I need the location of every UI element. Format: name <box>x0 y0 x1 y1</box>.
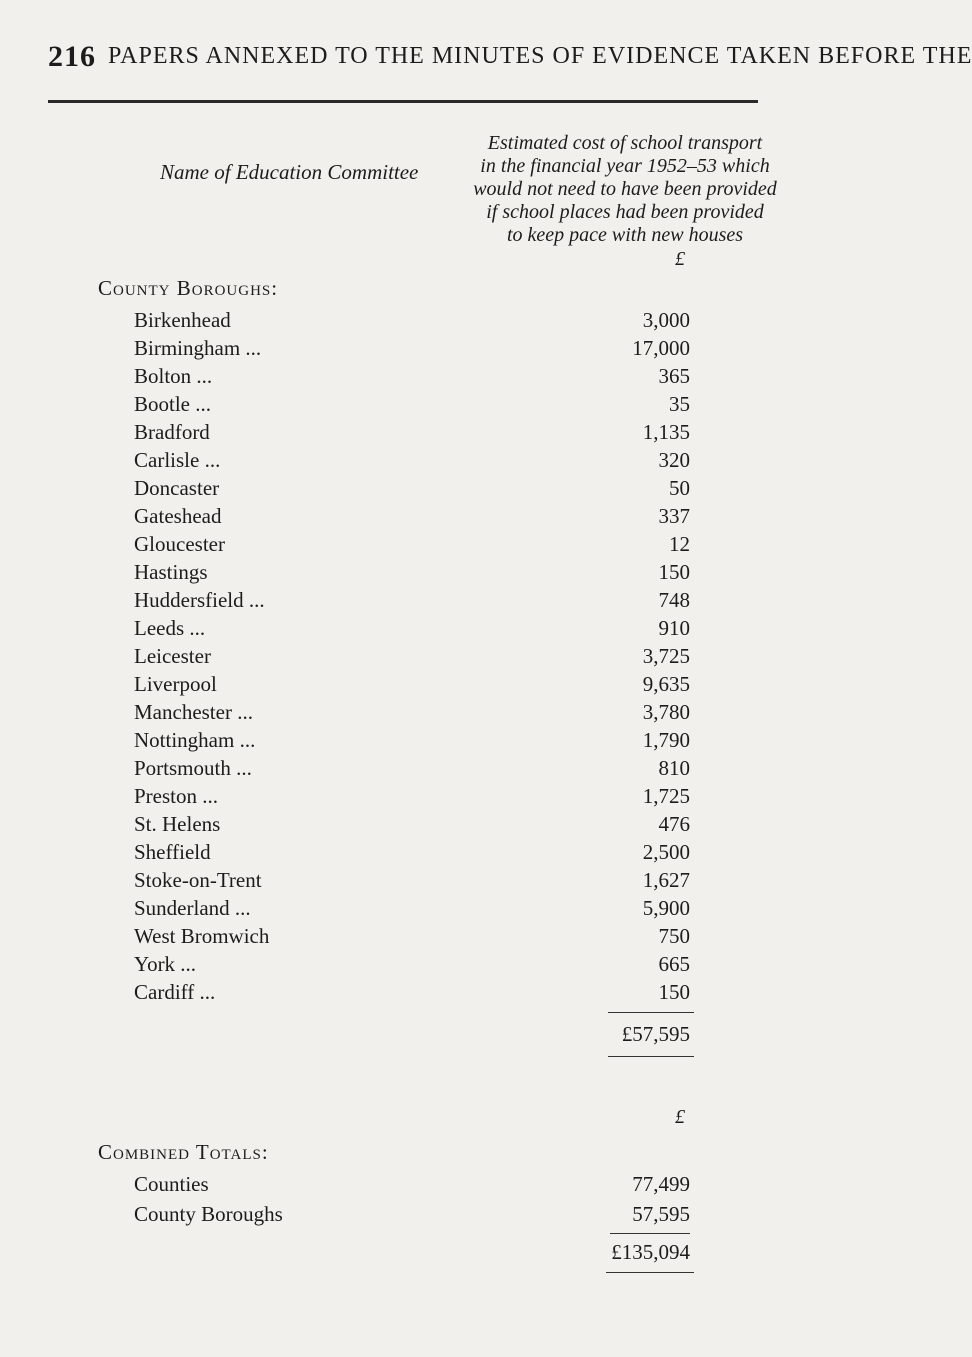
table-row <box>0 476 800 504</box>
currency-symbol: £ <box>675 248 685 270</box>
committee-name: Stoke-on-Trent <box>134 868 262 892</box>
committee-name: Sunderland ... <box>134 896 251 920</box>
combined-value: 57,595 <box>632 1202 690 1226</box>
page-header <box>0 40 972 80</box>
table-row <box>0 560 800 588</box>
county-boroughs-heading: County Boroughs: <box>98 276 279 300</box>
committee-name: Birmingham ... <box>134 336 262 360</box>
table-row <box>0 924 800 952</box>
cost-value: 1,790 <box>642 728 690 752</box>
cost-value: 320 <box>658 448 690 472</box>
table-row <box>0 756 800 784</box>
table-row <box>0 784 800 812</box>
cost-value: 365 <box>658 364 690 388</box>
cost-value: 12 <box>669 532 690 556</box>
table-row <box>0 840 800 868</box>
cost-value: 3,780 <box>642 700 690 724</box>
cost-value: 2,500 <box>642 840 690 864</box>
committee-name: Bootle ... <box>134 392 211 416</box>
cost-value: 476 <box>658 812 690 836</box>
table-row <box>0 1172 800 1200</box>
cost-value: 9,635 <box>642 672 690 696</box>
cost-value: 3,000 <box>642 308 690 332</box>
cost-heading-line: if school places had been provided <box>486 201 764 223</box>
committee-name: St. Helens <box>134 812 221 836</box>
table-row <box>0 392 800 420</box>
cost-value: 810 <box>658 756 690 780</box>
table-row <box>0 812 800 840</box>
combined-name: County Boroughs <box>134 1202 283 1226</box>
cost-value: 150 <box>658 980 690 1004</box>
table-row <box>0 532 800 560</box>
cost-value: 35 <box>669 392 690 416</box>
table-row <box>0 504 800 532</box>
committee-name: Birkenhead <box>134 308 231 332</box>
grand-total-rule <box>610 1233 690 1234</box>
combined-name: Counties <box>134 1172 209 1196</box>
table-row <box>0 700 800 728</box>
cost-value: 748 <box>658 588 690 612</box>
cost-value: 1,627 <box>642 868 690 892</box>
table-row <box>0 868 800 896</box>
grand-total: £135,094 <box>611 1240 690 1264</box>
cost-value: 1,725 <box>642 784 690 808</box>
name-column-heading: Name of Education Committee <box>160 160 419 184</box>
cost-value: 50 <box>669 476 690 500</box>
cost-heading-line: Estimated cost of school transport <box>487 132 763 154</box>
committee-name: Bolton ... <box>134 364 213 388</box>
boroughs-total: £57,595 <box>621 1022 690 1046</box>
table-row <box>0 896 800 924</box>
table-row <box>0 588 800 616</box>
table-row <box>0 336 800 364</box>
cost-value: 750 <box>658 924 690 948</box>
cost-value: 1,135 <box>642 420 690 444</box>
table-row <box>0 448 800 476</box>
committee-name: Hastings <box>134 560 208 584</box>
committee-name: Gateshead <box>134 504 222 528</box>
cost-value: 5,900 <box>642 896 690 920</box>
committee-name: Sheffield <box>134 840 211 864</box>
committee-name: Leicester <box>134 644 211 668</box>
subtotal-underline <box>608 1056 694 1057</box>
table-row <box>0 420 800 448</box>
table-row <box>0 672 800 700</box>
committee-name: Bradford <box>134 420 210 444</box>
committee-name: Nottingham ... <box>134 728 256 752</box>
committee-name: York ... <box>134 952 197 976</box>
page-number: 216 <box>48 40 96 73</box>
table-row <box>0 308 800 336</box>
committee-name: Manchester ... <box>134 700 253 724</box>
combined-currency-symbol: £ <box>675 1106 685 1128</box>
committee-name: West Bromwich <box>134 924 270 948</box>
combined-value: 77,499 <box>632 1172 690 1196</box>
committee-name: Portsmouth ... <box>134 756 252 780</box>
table-row <box>0 980 800 1008</box>
committee-name: Gloucester <box>134 532 225 556</box>
cost-heading-line: to keep pace with new houses <box>506 224 744 246</box>
table-row <box>0 1202 800 1230</box>
committee-name: Cardiff ... <box>134 980 216 1004</box>
committee-name: Carlisle ... <box>134 448 221 472</box>
grand-total-underline <box>606 1272 694 1273</box>
cost-value: 150 <box>658 560 690 584</box>
committee-name: Liverpool <box>134 672 217 696</box>
cost-value: 3,725 <box>642 644 690 668</box>
committee-name: Doncaster <box>134 476 220 500</box>
table-row <box>0 616 800 644</box>
table-row <box>0 952 800 980</box>
cost-column-heading <box>460 132 790 247</box>
committee-name: Leeds ... <box>134 616 206 640</box>
cost-value: 910 <box>658 616 690 640</box>
committee-name: Preston ... <box>134 784 218 808</box>
running-head: PAPERS ANNEXED TO THE MINUTES OF EVIDENCE TAKEN BEFORE THE <box>108 43 972 69</box>
cost-heading-line: in the financial year 1952–53 which <box>480 155 770 177</box>
table-row <box>0 644 800 672</box>
cost-value: 337 <box>658 504 690 528</box>
subtotal-rule <box>608 1012 694 1013</box>
table-row <box>0 364 800 392</box>
committee-name: Huddersfield ... <box>134 588 265 612</box>
cost-heading-line: would not need to have been provided <box>473 178 777 200</box>
table-row <box>0 728 800 756</box>
cost-value: 665 <box>658 952 690 976</box>
combined-totals-heading: Combined Totals: <box>98 1140 269 1164</box>
header-rule <box>48 100 758 103</box>
cost-value: 17,000 <box>632 336 690 360</box>
